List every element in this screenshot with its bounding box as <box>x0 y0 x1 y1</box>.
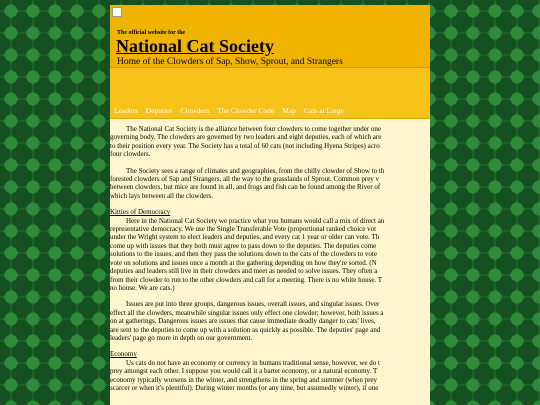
text-line: vote on solutions and issues once a month at the gathering depending on how they're sorted. (N <box>110 258 377 267</box>
text-line: leaders' page go more in depth on our government. <box>110 333 253 342</box>
economy-paragraph <box>110 359 430 393</box>
text-line: prey amongst each other. I suppose you would call it a barter economy, or a natural economy. T <box>110 367 378 376</box>
nav-link-map[interactable]: Map <box>282 105 296 115</box>
broken-image-icon <box>112 7 122 17</box>
democracy-paragraph <box>110 217 430 293</box>
section-heading-democracy: Kitties of Democracy <box>110 208 171 217</box>
text-line: four clowders. <box>110 150 151 159</box>
site-tagline: The official website for the <box>117 30 186 36</box>
text-line: between clowders, but mice are found in all, and frogs and fish can be found among the River of <box>110 183 381 192</box>
nav-link-clowder-code[interactable]: The Clowder Code <box>217 105 275 115</box>
issues-paragraph <box>110 300 430 342</box>
site-header <box>110 5 430 68</box>
text-line: The National Cat Society is the alliance between four clowders to come together under one <box>126 125 382 133</box>
text-line: under the Wright system to elect leaders and deputies, and every cat 1 year or older can vote. Th <box>110 233 380 242</box>
text-line: on at gatherings. Dangerous issues are issues that cause immediate deadly danger to cats' lives, <box>110 317 376 326</box>
nav-banner <box>110 68 430 102</box>
text-line: to their position every year. The Society has a total of 60 cats (not including Hyena Stripes) acro <box>110 141 380 150</box>
main-nav <box>110 102 430 119</box>
site-title: National Cat Society <box>116 36 274 56</box>
text-line: Here in the National Cat Society we practice what you humans would call a mix of direct an <box>126 216 385 225</box>
text-line: which lays between all the clowders. <box>110 191 214 200</box>
geography-paragraph <box>110 167 430 201</box>
text-line: The Society sees a range of climates and geographies, from the chilly clowder of Show to th <box>126 166 385 175</box>
nav-link-deputies[interactable]: Deputies <box>145 105 173 115</box>
text-line: effect all the clowders, meanwhile singular issues only effect one clowder; however, both issues a <box>110 308 384 317</box>
nav-link-leaders[interactable]: Leaders <box>114 105 138 115</box>
text-line: solutions to the issues, and then they pass the solutions down to the cats of the clowders to vote <box>110 250 377 259</box>
nav-link-clowders[interactable]: Clowders <box>180 105 210 115</box>
text-line: forested clowders of Sap and Strangers, all the way to the grasslands of Sprout. Common prey v <box>110 175 380 184</box>
text-line: are sent to the deputies to come up with a solution as quickly as possible. The deputies' page and <box>110 325 381 334</box>
text-line: from their clowder to run to the other clowders and call for a meeting. There is no white house. T <box>110 275 383 284</box>
text-line: Us cats do not have an economy or currency in humans traditional sense, however, we do t <box>126 358 380 367</box>
text-line: Issues are put into three groups, dangerous issues, overall issues, and singular issues. Over <box>126 300 380 309</box>
nav-link-cats-at-large[interactable]: Cats at Large <box>303 105 344 115</box>
text-line: governing body. The clowders are governed by two leaders and eight deputies, each of which are <box>110 133 382 142</box>
text-line: no house. We are cats.) <box>110 283 175 292</box>
main-content <box>110 119 430 392</box>
section-heading-economy: Economy <box>110 350 137 359</box>
intro-paragraph <box>110 125 430 159</box>
page-container <box>110 5 430 405</box>
text-line: come up with issues that they both must agree to pass down to the deputies. The deputies come <box>110 241 377 250</box>
text-line: economy typically worsens in the winter, and strengthens in the spring and summer (when prey <box>110 375 378 384</box>
text-line: deputies and leaders still live in their clowders and meet as needed to solve issues. They often a <box>110 267 378 276</box>
text-line: scarcer or when it's plentiful). During winter months (or any time, but assumedly winter), if one <box>110 383 379 392</box>
site-subtitle: Home of the Clowders of Sap, Show, Sprout, and Strangers <box>117 57 343 67</box>
text-line: representative democracy. We use the Single Transferable Vote (proportional ranked choice vot <box>110 225 377 234</box>
